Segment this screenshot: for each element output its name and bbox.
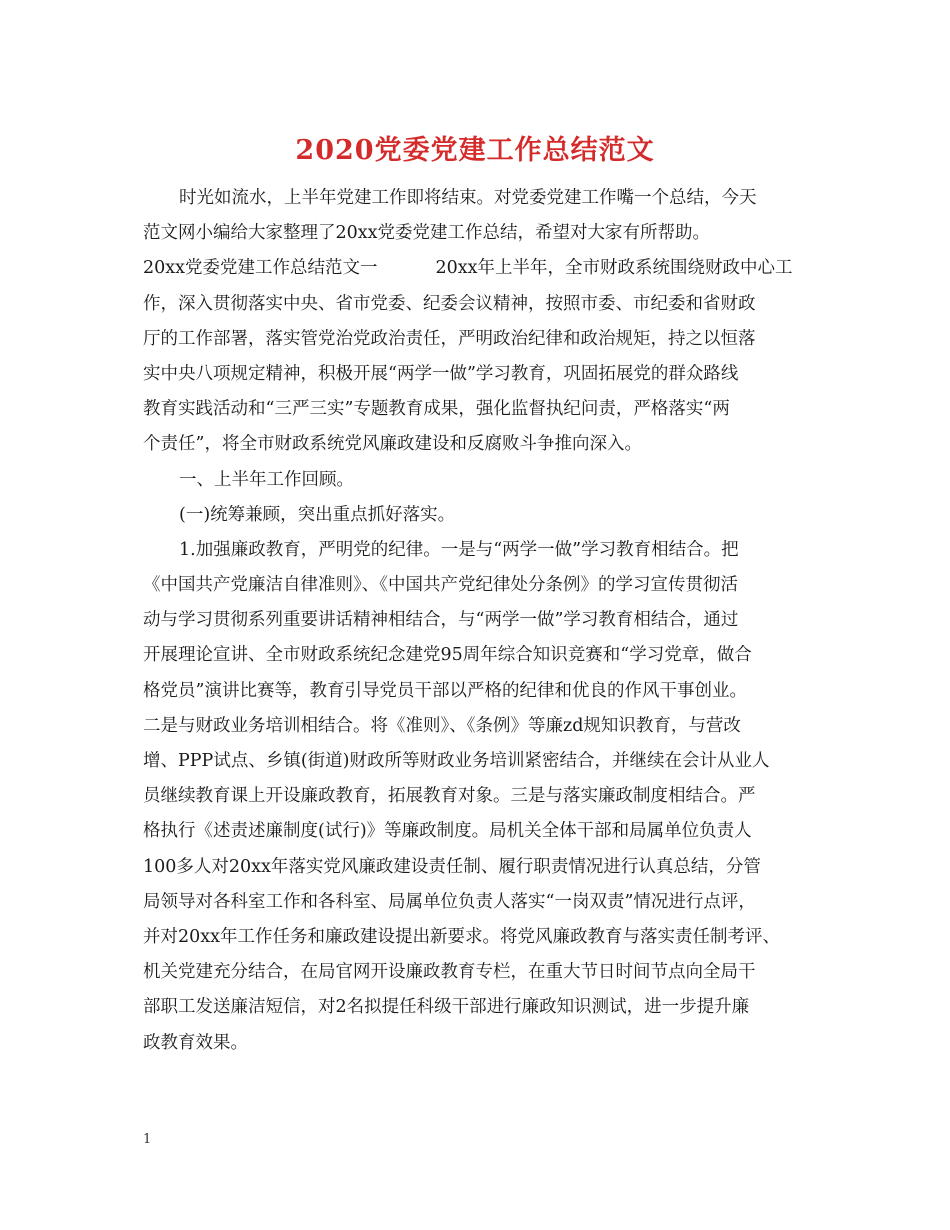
section-a-first-line: [143, 251, 823, 286]
paragraph-line-2: 《中国共产党廉洁自律准则》、《中国共产党纪律处分条例》的学习宣传贯彻活: [143, 575, 738, 596]
section-a-line-1: 作，深入贯彻落实中央、省市党委、纪委会议精神，按照市委、市纪委和省财政: [143, 293, 756, 314]
paragraph-line-9: 格执行《述责述廉制度(试行)》等廉政制度。局机关全体干部和局属单位负责人: [143, 821, 752, 842]
paragraph-line-3: 动与学习贯彻系列重要讲话精神相结合，与“两学一做”学习教育相结合，通过: [143, 610, 739, 631]
paragraph-line-5: 格党员”演讲比赛等，教育引导党员干部以严格的纪律和优良的作风干事创业。: [143, 680, 747, 701]
paragraph-line-6: 二是与财政业务培训相结合。将《准则》、《条例》等廉zd规知识教育，与营改: [143, 715, 741, 736]
paragraph-line-1: 1.加强廉政教育，严明党的纪律。一是与“两学一做”学习教育相结合。把: [179, 539, 739, 560]
paragraph-line-13: 机关党建充分结合，在局官网开设廉政教育专栏，在重大节日时间节点向全局干: [143, 962, 756, 983]
paragraph-line-11: 局领导对各科室工作和各科室、局属单位负责人落实“一岗双责”情况进行点评，: [143, 891, 756, 912]
intro-line-1: 时光如流水，上半年党建工作即将结束。对党委党建工作嘴一个总结，今天: [179, 188, 757, 208]
paragraph-line-8: 员继续教育课上开设廉政教育，拓展教育对象。三是与落实廉政制度相结合。严: [143, 786, 756, 807]
paragraph-line-15: 政教育效果。: [143, 1032, 248, 1053]
page-number: 1: [143, 1132, 152, 1147]
section-a-first-line-rest: 20xx年上半年，全市财政系统围绕财政中心工: [435, 258, 793, 279]
section-a-line-4: 教育实践活动和“三严三实”专题教育成果，强化监督执纪问责，严格落实“两: [143, 399, 730, 420]
paragraph-line-14: 部职工发送廉洁短信，对2名拟提任科级干部进行廉政知识测试，进一步提升廉: [143, 997, 750, 1018]
section-a-heading: 20xx党委党建工作总结范文一: [143, 258, 378, 279]
paragraph-line-10: 100多人对20xx年落实党风廉政建设责任制、履行职责情况进行认真总结，分管: [143, 856, 761, 877]
document-title: 2020党委党建工作总结范文: [295, 135, 655, 166]
intro-line-2: 范文网小编给大家整理了20xx党委党建工作总结，希望对大家有所帮助。: [143, 223, 711, 244]
paragraph-line-4: 开展理论宣讲、全市财政系统纪念建党95周年综合知识竞赛和“学习党章，做合: [143, 645, 752, 666]
document-body: [143, 181, 823, 1061]
heading-1: 一、上半年工作回顾。: [179, 469, 354, 490]
section-a-line-3: 实中央八项规定精神，积极开展“两学一做”学习教育，巩固拓展党的群众路线: [143, 363, 739, 384]
paragraph-line-7: 增、PPP试点、乡镇(街道)财政所等财政业务培训紧密结合，并继续在会计从业人: [143, 751, 770, 771]
heading-1-1: (一)统筹兼顾，突出重点抓好落实。: [179, 504, 456, 525]
paragraph-line-12: 并对20xx年工作任务和廉政建设提出新要求。将党风廉政教育与落实责任制考评、: [143, 926, 781, 947]
section-a-line-5: 个责任”，将全市财政系统党风廉政建设和反腐败斗争推向深入。: [143, 434, 642, 455]
section-a-line-2: 厅的工作部署，落实管党治党政治责任，严明政治纪律和政治规矩，持之以恒落: [143, 328, 756, 349]
